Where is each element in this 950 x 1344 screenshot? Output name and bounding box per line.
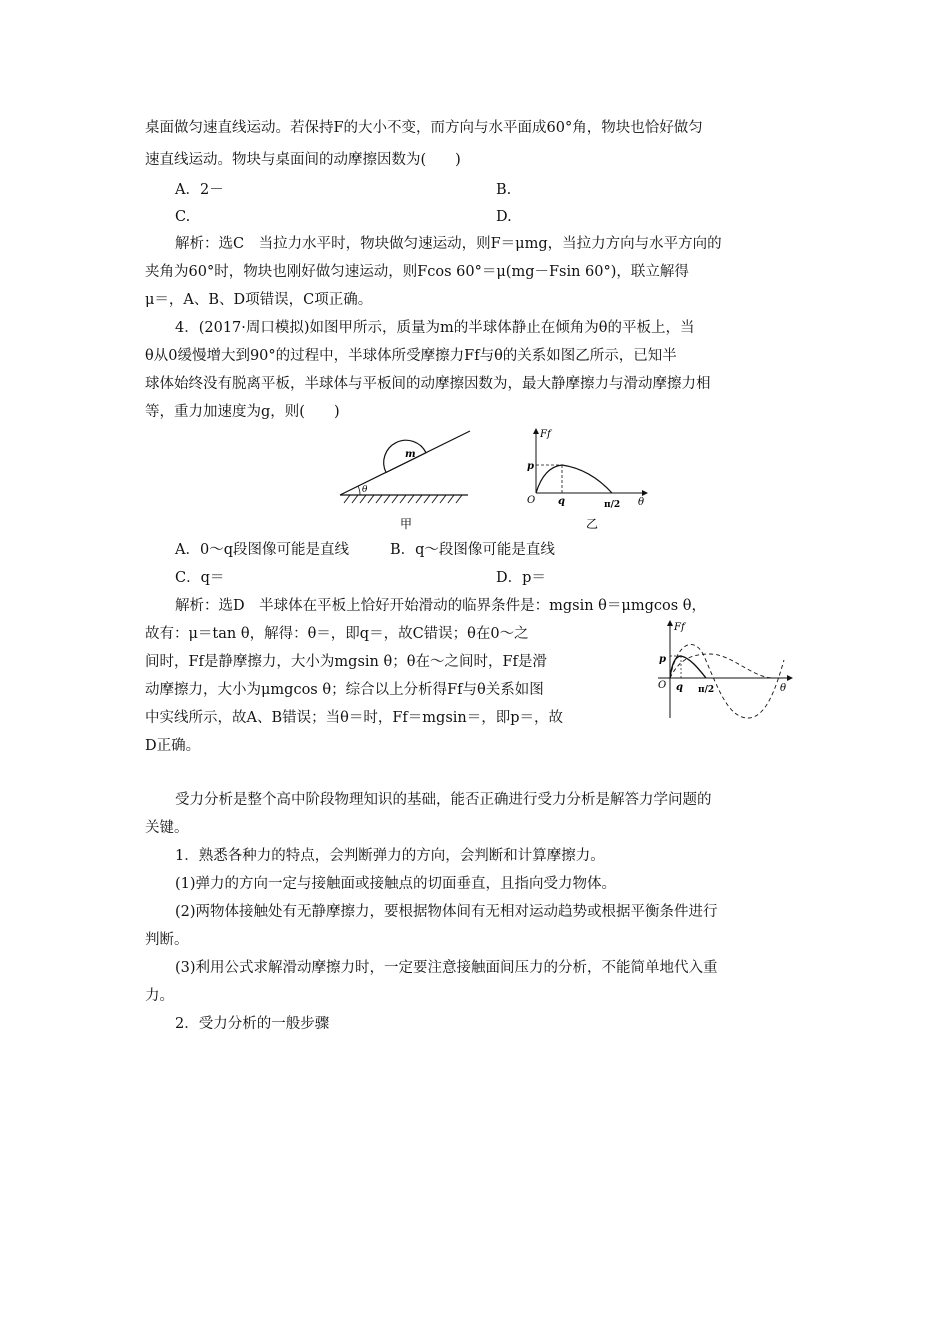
summary-item-1: 1．熟悉各种力的特点，会判断弹力的方向，会判断和计算摩擦力。: [175, 848, 605, 864]
summary-subitem-3-line-2: 力。: [145, 988, 174, 1004]
q4-solution-line-1: 解析：选D 半球体在平板上恰好开始滑动的临界条件是：mgsin θ＝μmgcos θ，: [175, 598, 706, 614]
q4-solution-line-3: 间时，Ff是静摩擦力，大小为mgsin θ；θ在～之间时，Ff是滑: [145, 654, 547, 670]
q3-solution-line-3: μ＝，A、B、D项错误，C项正确。: [145, 292, 373, 308]
q3-option-d: D.: [496, 209, 512, 225]
solution-graph-q-label: q: [676, 682, 683, 693]
graph-x-axis-label: θ: [638, 497, 645, 508]
figure-incline: [330, 425, 480, 535]
q4-option-c: C．q＝: [175, 570, 225, 586]
graph-y-axis-label: Ff: [540, 429, 551, 440]
q4-solution-line-5: 中实线所示，故A、B错误；当θ＝时，Ff＝mgsin＝，即p＝，故: [145, 710, 564, 726]
summary-item-2: 2．受力分析的一般步骤: [175, 1016, 330, 1032]
q4-option-a: A．0～q段图像可能是直线: [175, 542, 349, 558]
solution-graph-y-axis-label: Ff: [674, 622, 685, 633]
q4-option-b: B．q～段图像可能是直线: [390, 542, 555, 558]
summary-paragraph-line-2: 关键。: [145, 820, 189, 836]
summary-subitem-1: (1)弹力的方向一定与接触面或接触点的切面垂直，且指向受力物体。: [175, 876, 617, 892]
solution-graph-p-label: p: [659, 654, 666, 665]
summary-subitem-2-line-1: (2)两物体接触处有无静摩擦力，要根据物体间有无相对运动趋势或根据平衡条件进行: [175, 904, 718, 920]
q3-text-line-2: 速直线运动。物块与桌面间的动摩擦因数为( ): [145, 152, 461, 168]
q4-text-line-4: 等，重力加速度为g，则( ): [145, 404, 340, 420]
summary-subitem-3-line-1: (3)利用公式求解滑动摩擦力时，一定要注意接触面间压力的分析，不能简单地代入重: [175, 960, 718, 976]
q4-text-line-3: 球体始终没有脱离平板，半球体与平板间的动摩擦因数为，最大静摩擦力与滑动摩擦力相: [145, 376, 711, 392]
q3-option-a: A．2－: [175, 182, 224, 198]
mass-label: m: [405, 449, 416, 460]
graph-pi-half-label: π/2: [604, 500, 621, 510]
summary-subitem-2-line-2: 判断。: [145, 932, 189, 948]
solution-graph-x-axis-label: θ: [780, 683, 787, 694]
q3-solution-line-1: 解析：选C 当拉力水平时，物块做匀速运动，则F＝μmg，当拉力方向与水平方向的: [175, 236, 722, 252]
graph-origin-label: O: [527, 495, 536, 506]
figure-friction-graph: [520, 425, 660, 535]
q3-option-c: C.: [175, 209, 191, 225]
solution-graph-pi-half-label: π/2: [698, 685, 715, 695]
graph-p-label: p: [527, 461, 534, 472]
q4-option-d: D．p＝: [496, 570, 546, 586]
incline-angle-label: θ: [362, 485, 368, 495]
figure-jia-caption: 甲: [400, 517, 413, 531]
solution-graph-origin-label: O: [658, 680, 667, 691]
q4-text-line-2: θ从0缓慢增大到90°的过程中，半球体所受摩擦力Ff与θ的关系如图乙所示，已知半: [145, 348, 677, 364]
q3-option-b: B.: [496, 182, 512, 198]
solution-graph: [648, 618, 798, 728]
q4-solution-line-4: 动摩擦力，大小为μmgcos θ；综合以上分析得Ff与θ关系如图: [145, 682, 544, 698]
figure-yi-caption: 乙: [586, 517, 599, 531]
q4-solution-line-2: 故有：μ＝tan θ，解得：θ＝，即q＝，故C错误；θ在0～之: [145, 626, 529, 642]
summary-paragraph-line-1: 受力分析是整个高中阶段物理知识的基础，能否正确进行受力分析是解答力学问题的: [175, 792, 712, 808]
q3-solution-line-2: 夹角为60°时，物块也刚好做匀速运动，则Fcos 60°＝μ(mg－Fsin 60°)，联立解得: [145, 264, 689, 280]
graph-q-label: q: [558, 496, 565, 507]
q4-text-line-1: 4．(2017·周口模拟)如图甲所示，质量为m的半球体静止在倾角为θ的平板上，当: [175, 320, 695, 336]
q3-text-line-1: 桌面做匀速直线运动。若保持F的大小不变，而方向与水平面成60°角，物块也恰好做匀: [145, 120, 703, 136]
q4-solution-line-6: D正确。: [145, 738, 201, 754]
